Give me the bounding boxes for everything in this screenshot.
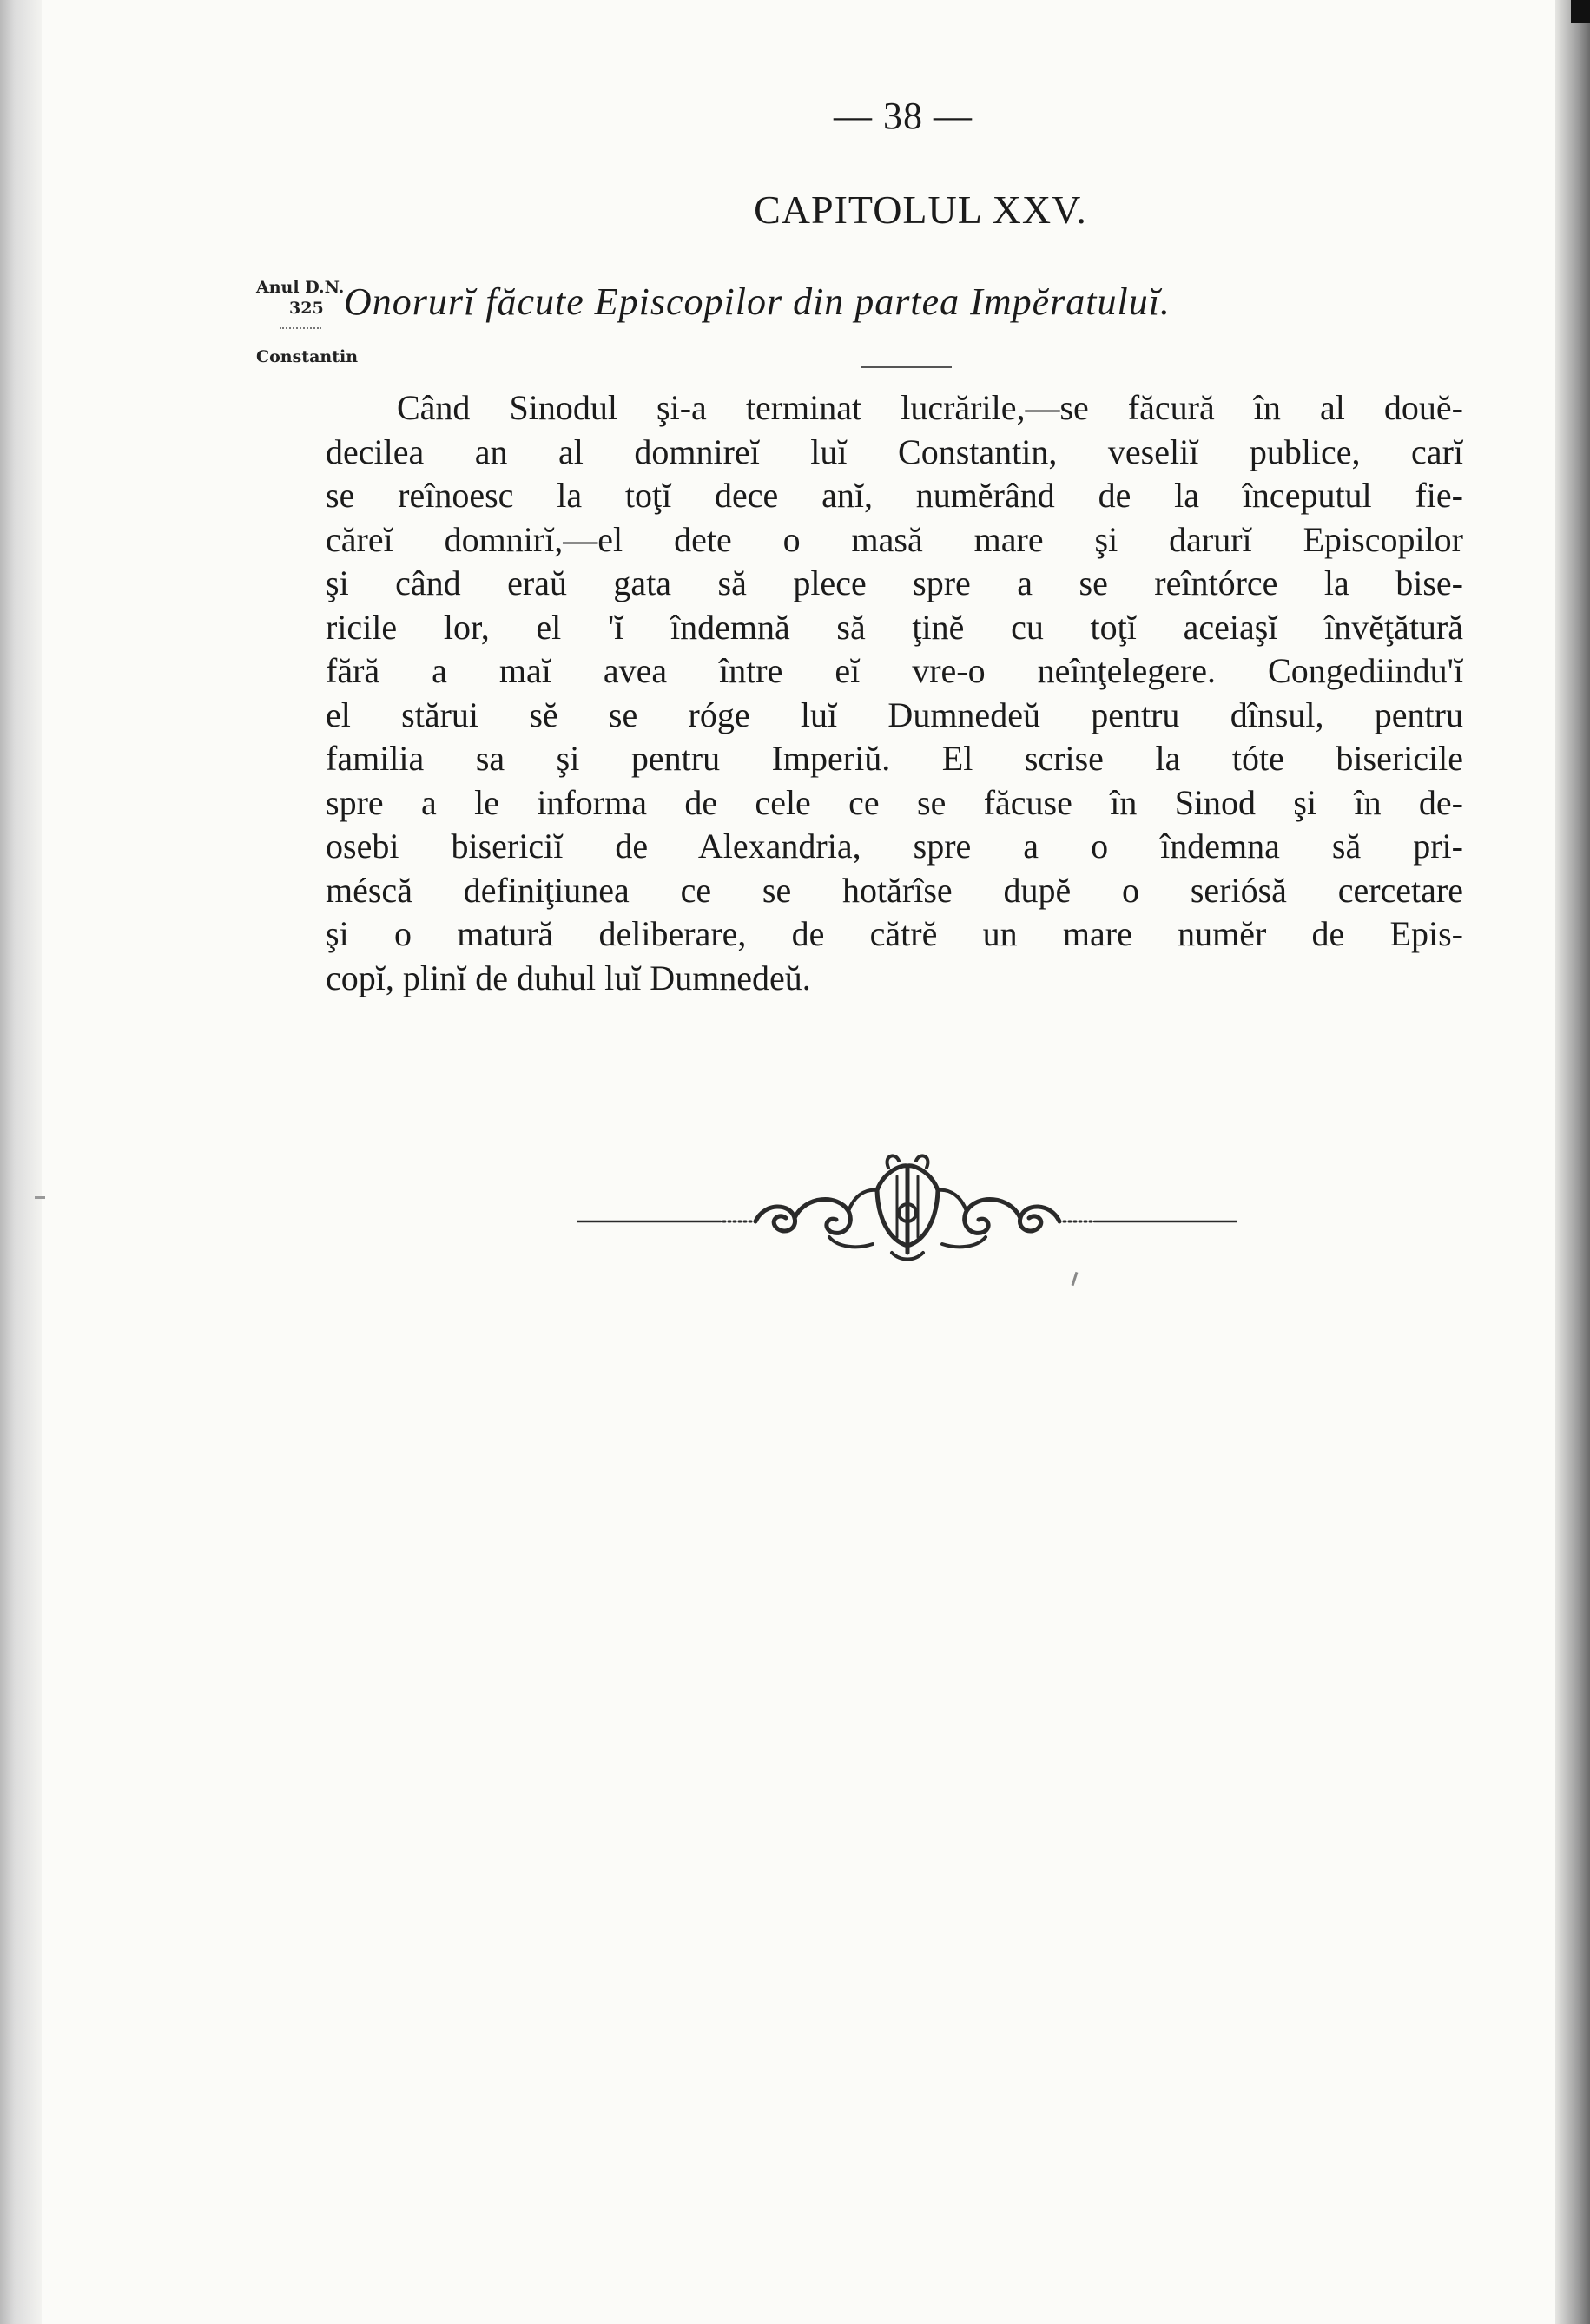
body-line: fără a maĭ avea între eĭ vre-o neînţelegere. Congediindu'ĭ [326,651,1463,690]
subtitle-rule [861,366,952,368]
body-line: decilea an al domnireĭ luĭ Constantin, veseliĭ publice, carĭ [326,431,1463,471]
margin-note-year-label: Anul D.N. [256,278,345,297]
body-paragraph [326,386,1463,1000]
body-line: şi o matură deliberare, de cătrĕ un mare numĕr de Epis- [326,914,1463,953]
scan-right-edge-shadow [1555,0,1590,2324]
lyre-ornament-divider [577,1150,1237,1272]
scan-corner-mark [1571,0,1590,23]
margin-note-dotted-rule [280,327,321,329]
scan-left-edge-shadow [0,0,42,2324]
body-line: méscă definiţiunea ce se hotărîse dupĕ o seriósă cercetare [326,870,1463,910]
chapter-title: CAPITOLUL XXV. [754,188,1087,232]
page-number: — 38 — [834,95,973,137]
scan-speck [1072,1272,1079,1286]
body-line: căreĭ domnirĭ,—el dete o masă mare şi darurĭ Episcopilor [326,519,1463,559]
body-line: se reînoesc la toţĭ dece anĭ, numĕrând de la începutul fie- [326,476,1463,515]
body-line: copĭ, plinĭ de duhul luĭ Dumnedeŭ. [326,958,811,997]
scan-margin-tick [35,1196,45,1199]
body-line: spre a le informa de cele ce se făcuse în Sinod şi în de- [326,782,1463,822]
body-line: el stărui sĕ se róge luĭ Dumnedeŭ pentru dînsul, pentru [326,695,1463,734]
margin-note-year-number: 325 [289,299,324,318]
section-subtitle: Onorurĭ făcute Episcopilor din partea Impĕratuluĭ. [344,280,1171,323]
body-line: ricile lor, el 'ĭ îndemnă să ţinĕ cu toţĭ aceiaşĭ învĕţătură [326,607,1463,647]
body-line: şi când eraŭ gata să plece spre a se reîntórce la bise- [326,563,1463,602]
body-line: familia sa şi pentru Imperiŭ. El scrise la tóte bisericile [326,739,1463,778]
margin-note-emperor: Constantin [256,347,359,366]
body-line: osebi bisericiĭ de Alexandria, spre a o îndemna să pri- [326,826,1463,866]
body-line: Când Sinodul şi-a terminat lucrările,—se făcură în al douĕ- [397,388,1463,427]
